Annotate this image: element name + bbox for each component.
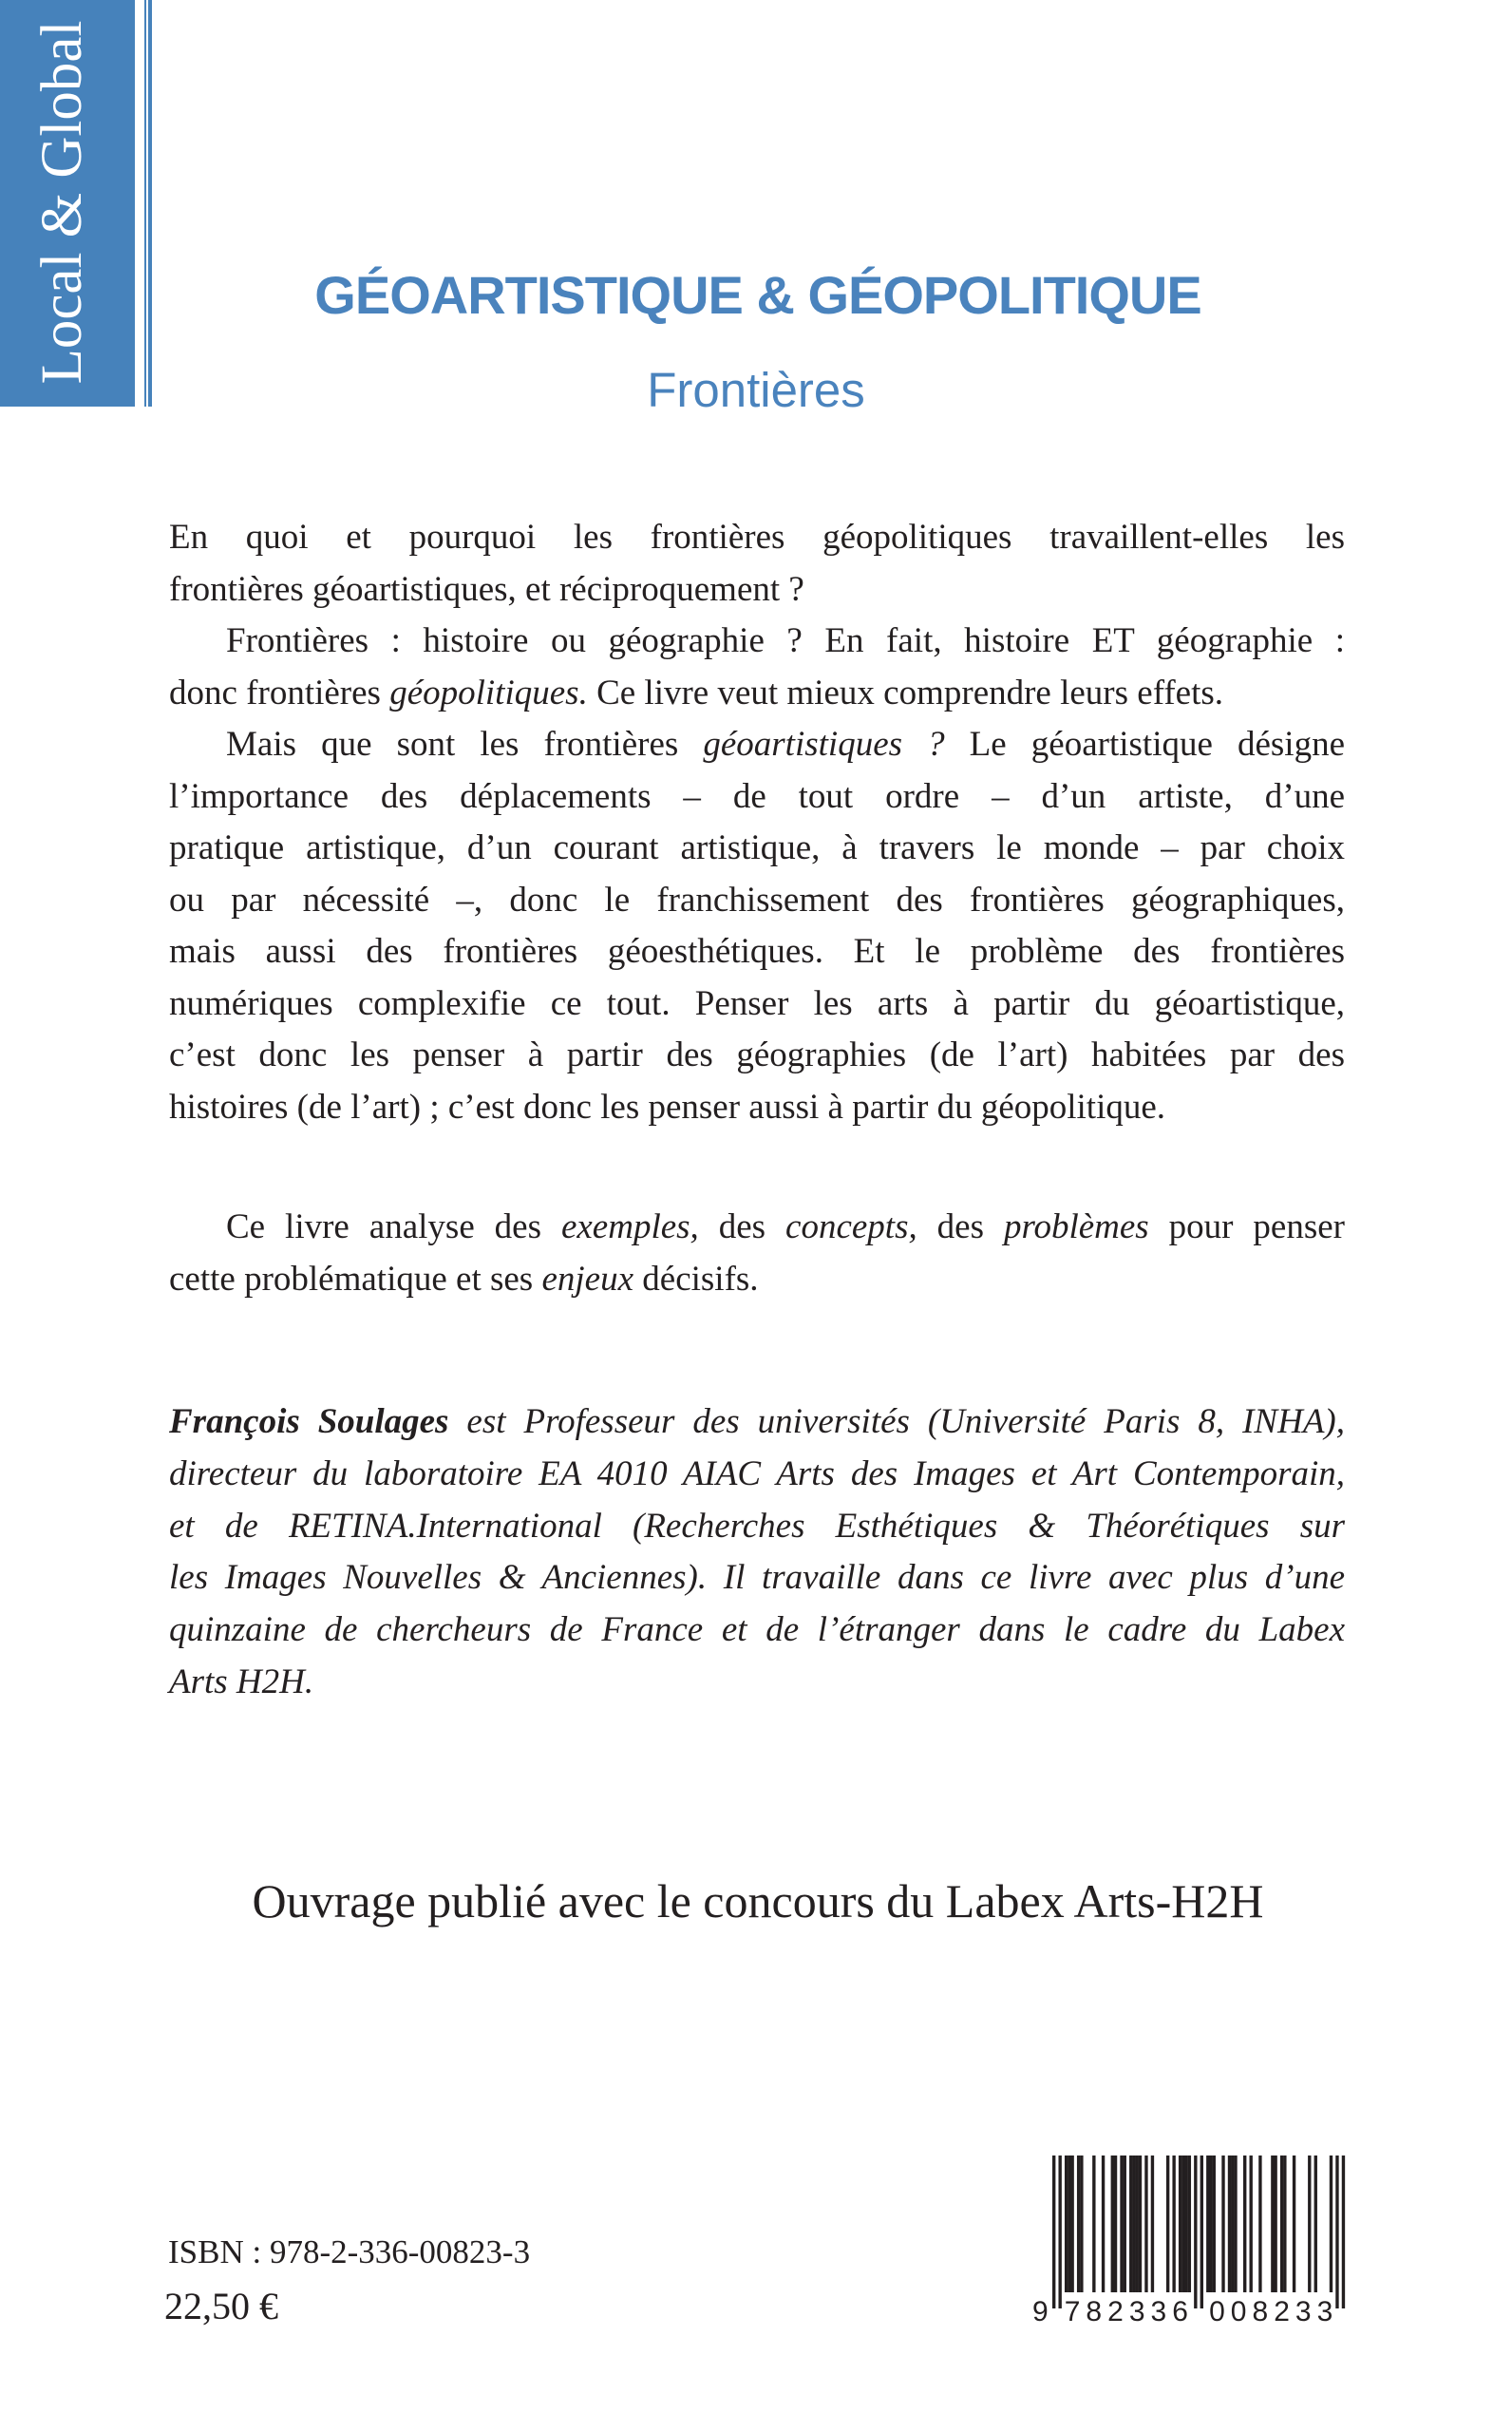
book-title: GÉOARTISTIQUE & GÉOPOLITIQUE	[314, 265, 1201, 325]
isbn: ISBN : 978-2-336-00823-3	[168, 2233, 531, 2270]
svg-text:3: 3	[1316, 2296, 1333, 2327]
blurb-line: Mais que sont les frontières géoartistiques ? Le géoartistique désigne	[226, 725, 1345, 764]
svg-text:0: 0	[1230, 2296, 1247, 2327]
blurb-line: frontières géoartistiques, et réciproquement ?	[169, 569, 804, 609]
series-band	[0, 0, 135, 407]
divider-line-thick	[148, 0, 152, 407]
emphasis: exemples,	[560, 1207, 699, 1246]
svg-text:2: 2	[1107, 2296, 1124, 2327]
emphasis: concepts,	[785, 1207, 917, 1246]
bio-line: et de RETINA.International (Recherches Esthétiques & Théorétiques sur	[169, 1506, 1345, 1546]
blurb-line: Ce livre analyse des exemples, des concepts, des problèmes pour penser	[226, 1207, 1345, 1246]
blurb-line: Frontières : histoire ou géographie ? En fait, histoire ET géographie :	[226, 621, 1345, 660]
blurb-line: c’est donc les penser à partir des géographies (de l’art) habitées par des	[169, 1035, 1345, 1074]
support-note: Ouvrage publié avec le concours du Labex Arts-H2H	[252, 1874, 1264, 1928]
svg-text:8: 8	[1086, 2296, 1103, 2327]
emphasis: géoartistiques ?	[703, 725, 945, 764]
series-label: Local & Global	[30, 20, 94, 385]
bio-line: quinzaine de chercheurs de France et de l’étranger dans le cadre du Labex	[169, 1610, 1345, 1650]
bio-line: François Soulages est Professeur des universités (Université Paris 8, INHA),	[169, 1402, 1345, 1441]
blurb-line: En quoi et pourquoi les frontières géopolitiques travaillent-elles les	[169, 518, 1345, 557]
emphasis: problèmes	[1003, 1207, 1149, 1246]
bio-line: directeur du laboratoire EA 4010 AIAC Arts des Images et Art Contemporain,	[169, 1453, 1345, 1493]
divider-line-thin	[144, 0, 146, 407]
bio-line: Arts H2H.	[169, 1662, 314, 1701]
emphasis: enjeux	[541, 1259, 634, 1299]
svg-text:3: 3	[1128, 2296, 1145, 2327]
svg-text:0: 0	[1209, 2296, 1225, 2327]
svg-text:9: 9	[1032, 2296, 1049, 2327]
book-subtitle: Frontières	[647, 363, 865, 417]
price: 22,50 €	[164, 2285, 278, 2327]
svg-text:2: 2	[1274, 2296, 1290, 2327]
blurb-line: l’importance des déplacements – de tout ordre – d’un artiste, d’une	[169, 776, 1345, 816]
blurb-line: numériques complexifie ce tout. Penser les arts à partir du géoartistique,	[169, 983, 1345, 1023]
blurb-line: cette problématique et ses enjeux décisifs.	[169, 1259, 759, 1299]
blurb-line: histoires (de l’art) ; c’est donc les penser aussi à partir du géopolitique.	[169, 1087, 1166, 1127]
svg-text:8: 8	[1252, 2296, 1269, 2327]
svg-text:3: 3	[1295, 2296, 1312, 2327]
emphasis: géopolitiques.	[389, 673, 588, 712]
svg-text:6: 6	[1172, 2296, 1188, 2327]
blurb-line: pratique artistique, d’un courant artistique, à travers le monde – par choix	[169, 828, 1345, 867]
blurb-line: mais aussi des frontières géoesthétiques. Et le problème des frontières	[169, 932, 1345, 971]
blurb-line: ou par nécessité –, donc le franchissement des frontières géographiques,	[169, 880, 1345, 920]
svg-text:3: 3	[1150, 2296, 1167, 2327]
svg-text:7: 7	[1064, 2296, 1081, 2327]
author-name: François Soulages	[169, 1402, 449, 1441]
bio-line: les Images Nouvelles & Anciennes). Il travaille dans ce livre avec plus d’une	[169, 1558, 1345, 1598]
barcode-icon	[1026, 2152, 1353, 2327]
blurb-line: donc frontières géopolitiques. Ce livre veut mieux comprendre leurs effets.	[169, 673, 1224, 712]
